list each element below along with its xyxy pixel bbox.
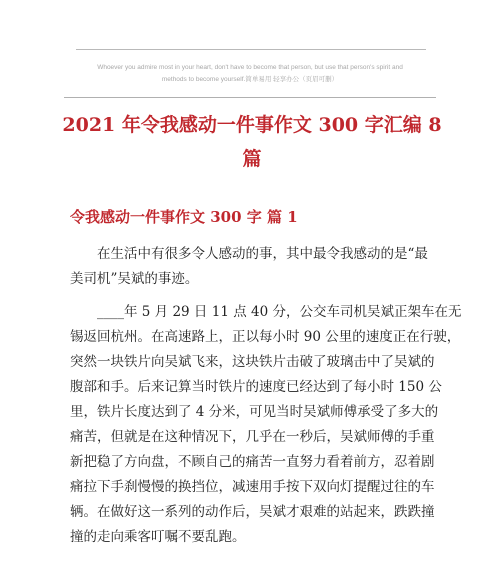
section-heading: 令我感动一件事作文 300 字 篇 1 bbox=[70, 208, 298, 226]
title-line-1: 2021 年令我感动一件事作文 300 字汇编 8 bbox=[62, 114, 442, 136]
document-body bbox=[70, 242, 462, 558]
watermark-line-2: methods to become yourself.简单易用 轻享办公（页眉可删） bbox=[161, 76, 339, 83]
paragraph-1 bbox=[70, 242, 442, 292]
watermark-line-1: Whoever you admire most in your heart, don't have to become that person, but use that person's spirit and bbox=[97, 64, 403, 71]
text-line: 突然一块铁片向吴斌飞来，这块铁片击破了玻璃击中了吴斌的 bbox=[70, 354, 435, 370]
text-line: 痛苦，但就是在这种情况下，几乎在一秒后，吴斌师傅的手重 bbox=[70, 429, 435, 445]
title-line-2: 篇 bbox=[242, 148, 262, 170]
header-watermark bbox=[70, 62, 430, 86]
text-line: 辆。在做好这一系列的动作后，吴斌才艰难的站起来，跌跌撞 bbox=[70, 504, 435, 520]
header-rule bbox=[76, 49, 426, 50]
header-divider bbox=[64, 97, 436, 98]
document-title bbox=[62, 108, 442, 176]
text-line: 锡返回杭州。在高速路上，正以每小时 90 公里的速度正在行驶， bbox=[70, 329, 461, 345]
text-line: 痛拉下手刹慢慢的换挡位，减速用手按下双向灯提醒过往的车 bbox=[70, 479, 435, 495]
text-line: 在生活中有很多令人感动的事，其中最令我感动的是“最 bbox=[97, 246, 428, 262]
text-line: 美司机”吴斌的事迹。 bbox=[70, 271, 199, 287]
text-line: 撞的走向乘客叮嘱不要乱跑。 bbox=[70, 529, 246, 545]
text-line: 新把稳了方向盘，不顾自己的痛苦一直努力看着前方，忍着剧 bbox=[70, 454, 435, 470]
paragraph-2 bbox=[70, 300, 462, 550]
text-line: 里，铁片长度达到了 4 分米，可见当时吴斌师傅承受了多大的 bbox=[70, 404, 439, 420]
text-line: 腹部和手。后来记算当时铁片的速度已经达到了每小时 150 公 bbox=[70, 379, 442, 395]
text-line: ____年 5 月 29 日 11 点 40 分，公交车司机吴斌正架车在无 bbox=[97, 304, 462, 320]
